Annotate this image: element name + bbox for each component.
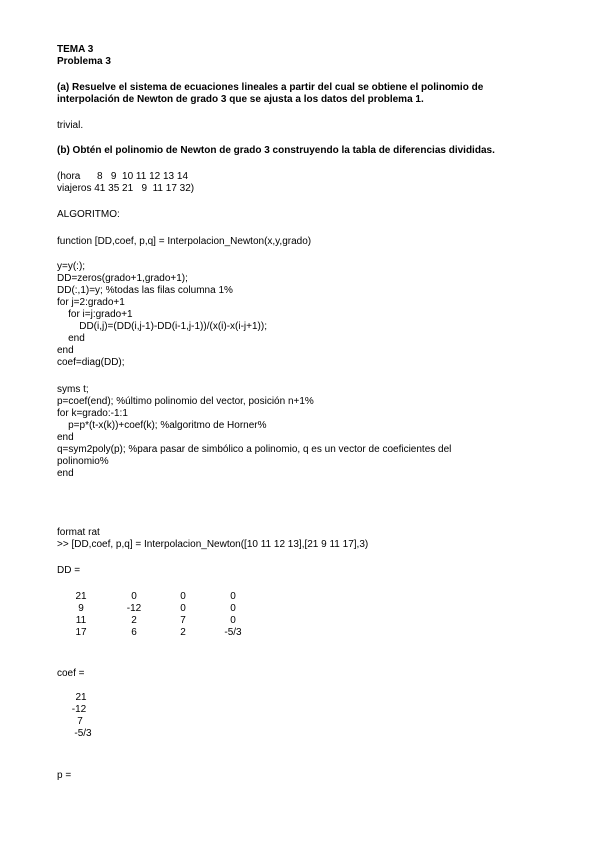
code-line: syms t;: [57, 384, 89, 395]
data-table-row-hora: (hora 8 9 10 11 12 13 14: [57, 171, 189, 182]
part-a-answer: trivial.: [57, 120, 84, 131]
code-line: for k=grado:-1:1: [57, 408, 128, 419]
dd-cell: 0: [131, 591, 137, 602]
dd-cell: 2: [180, 627, 186, 638]
code-line: DD(:,1)=y; %todas las filas columna 1%: [57, 285, 233, 296]
code-line: end: [57, 333, 85, 344]
dd-cell: 11: [75, 615, 87, 626]
format-command: format rat: [57, 527, 100, 538]
coef-vector: [0, 692, 600, 740]
dd-label: DD =: [57, 565, 81, 576]
dd-cell: 0: [230, 603, 236, 614]
tema-heading: TEMA 3: [57, 44, 94, 55]
function-call-command: >> [DD,coef, p,q] = Interpolacion_Newton([10 11 12 13],[21 9 11 17],3): [57, 539, 369, 550]
dd-cell: 21: [75, 591, 87, 602]
code-line: DD=zeros(grado+1,grado+1);: [57, 273, 188, 284]
dd-cell: 7: [180, 615, 186, 626]
code-line: y=y(:);: [57, 261, 86, 272]
code-line: polinomio%: [57, 456, 109, 467]
part-a-question-line1: (a) Resuelve el sistema de ecuaciones lineales a partir del cual se obtiene el polinomio de: [57, 82, 484, 93]
dd-cell: 0: [180, 603, 186, 614]
code-line: q=sym2poly(p); %para pasar de simbólico a polinomio, q es un vector de coeficientes del: [57, 444, 452, 455]
data-table-row-viajeros: viajeros 41 35 21 9 11 17 32): [57, 183, 195, 194]
dd-cell: 2: [131, 615, 137, 626]
problema-heading: Problema 3: [57, 56, 111, 67]
coef-label: coef =: [57, 668, 85, 679]
code-line: for i=j:grado+1: [57, 309, 133, 320]
code-line: coef=diag(DD);: [57, 357, 125, 368]
dd-cell: 9: [78, 603, 84, 614]
code-signature: function [DD,coef, p,q] = Interpolacion_Newton(x,y,grado): [57, 236, 312, 247]
code-line: end: [57, 468, 74, 479]
dd-cell: 6: [131, 627, 137, 638]
dd-matrix: [0, 591, 600, 639]
code-line: p=p*(t-x(k))+coef(k); %algoritmo de Horner%: [57, 420, 267, 431]
coef-value: -5/3: [74, 728, 92, 739]
dd-cell: 0: [230, 615, 236, 626]
algoritmo-label: ALGORITMO:: [57, 209, 120, 220]
dd-cell: 0: [180, 591, 186, 602]
code-line: DD(i,j)=(DD(i,j-1)-DD(i-1,j-1))/(x(i)-x(i-j+1));: [57, 321, 267, 332]
dd-cell: 17: [75, 627, 87, 638]
code-line: end: [57, 432, 74, 443]
dd-cell: -12: [126, 603, 142, 614]
code-line: p=coef(end); %último polinomio del vector, posición n+1%: [57, 396, 314, 407]
part-a-question-line2: interpolación de Newton de grado 3 que se ajusta a los datos del problema 1.: [57, 94, 424, 105]
p-label: p =: [57, 770, 72, 781]
dd-cell: 0: [230, 591, 236, 602]
dd-cell: -5/3: [224, 627, 242, 638]
code-line: for j=2:grado+1: [57, 297, 125, 308]
part-b-question: (b) Obtén el polinomio de Newton de grado 3 construyendo la tabla de diferencias divididas.: [57, 145, 495, 156]
code-line: end: [57, 345, 74, 356]
coef-value: -12: [71, 704, 87, 715]
coef-value: 21: [75, 692, 87, 703]
coef-value: 7: [77, 716, 83, 727]
